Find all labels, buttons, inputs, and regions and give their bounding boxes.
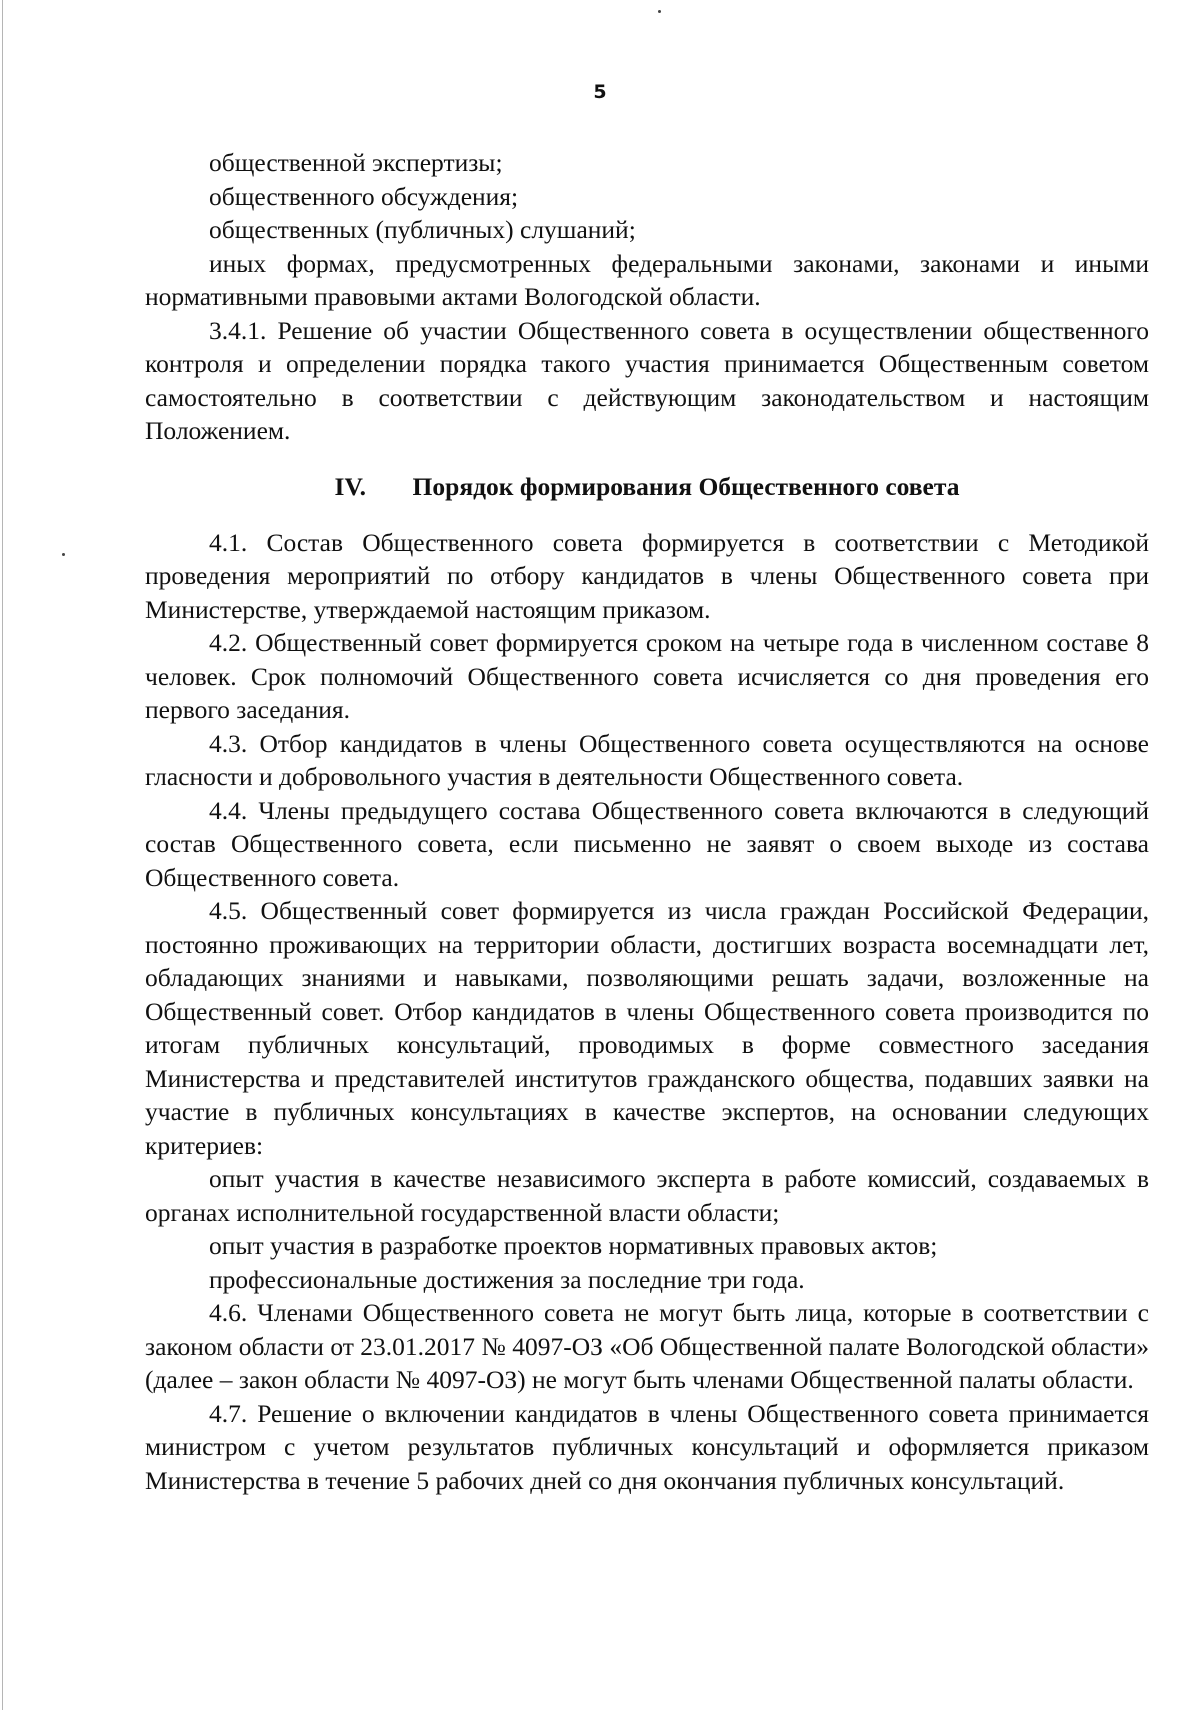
paragraph: иных формах, предусмотренных федеральными законами, законами и иными нормативными правовыми актами Вологодской области. (145, 248, 1149, 311)
scan-edge-line (2, 0, 3, 1710)
criteria-item: опыт участия в качестве независимого эксперта в работе комиссий, создаваемых в органах исполнительной государственной власти области; (145, 1164, 1149, 1227)
criteria-item: профессиональные достижения за последние три года. (209, 1264, 805, 1294)
paragraph-4-4: 4.4. Члены предыдущего состава Общественного совета включаются в следующий состав Общественного совета, если письменно не заявят о своем выходе из состава Общественного совета. (145, 795, 1149, 892)
page-number: 5 (593, 81, 607, 103)
scan-speck (658, 10, 661, 13)
paragraph-4-5: 4.5. Общественный совет формируется из числа граждан Российской Федерации, постоянно проживающих на территории области, достигших возраста восемнадцати лет, обладающих знаниями и навыками, позволяющими решать задачи, возложенные на Общественный совет. Отбор кандидатов в члены Общественного совета производится по итогам публичных консультаций, проводимых в форме совместного заседания Министерства и представителей институтов гражданского общества, подавших заявки на участие в публичных консультациях в качестве экспертов, на основании следующих критериев: (145, 896, 1149, 1160)
paragraph: общественных (публичных) слушаний; (209, 215, 636, 244)
paragraph-4-7: 4.7. Решение о включении кандидатов в члены Общественного совета принимается министром с учетом результатов публичных консультаций и оформляется приказом Министерства в течение 5 рабочих дней со дня окончания публичных консультаций. (145, 1398, 1149, 1495)
scan-speck (62, 553, 65, 556)
paragraph-3-4-1: 3.4.1. Решение об участии Общественного совета в осуществлении общественного контроля и определении порядка такого участия принимается Общественным советом самостоятельно в соответствии с действующим законодательством и настоящим Положением. (145, 315, 1149, 445)
paragraph-4-3: 4.3. Отбор кандидатов в члены Общественного совета осуществляются на основе гласности и добровольного участия в деятельности Общественного совета. (145, 728, 1149, 791)
section-heading (145, 470, 1149, 504)
paragraph: общественного обсуждения; (209, 181, 519, 211)
section-title: Порядок формирования Общественного совета (412, 471, 960, 501)
document-body (145, 146, 1149, 1497)
paragraph: общественной экспертизы; (209, 148, 503, 177)
paragraph-4-6: 4.6. Членами Общественного совета не могут быть лица, которые в соответствии с законом области от 23.01.2017 № 4097-ОЗ «Об Общественной палате Вологодской области» (далее – закон области № 4097-ОЗ) не могут быть членами Общественной палаты области. (145, 1298, 1149, 1394)
criteria-item: опыт участия в разработке проектов нормативных правовых актов; (209, 1231, 938, 1260)
section-number: IV. (334, 471, 366, 501)
paragraph-4-1: 4.1. Состав Общественного совета формируется в соответствии с Методикой проведения мероприятий по отбору кандидатов в члены Общественного совета при Министерстве, утверждаемой настоящим приказом. (145, 527, 1149, 624)
paragraph-4-2: 4.2. Общественный совет формируется сроком на четыре года в численном составе 8 человек. Срок полномочий Общественного совета исчисляется со дня проведения его первого заседания. (145, 628, 1149, 724)
